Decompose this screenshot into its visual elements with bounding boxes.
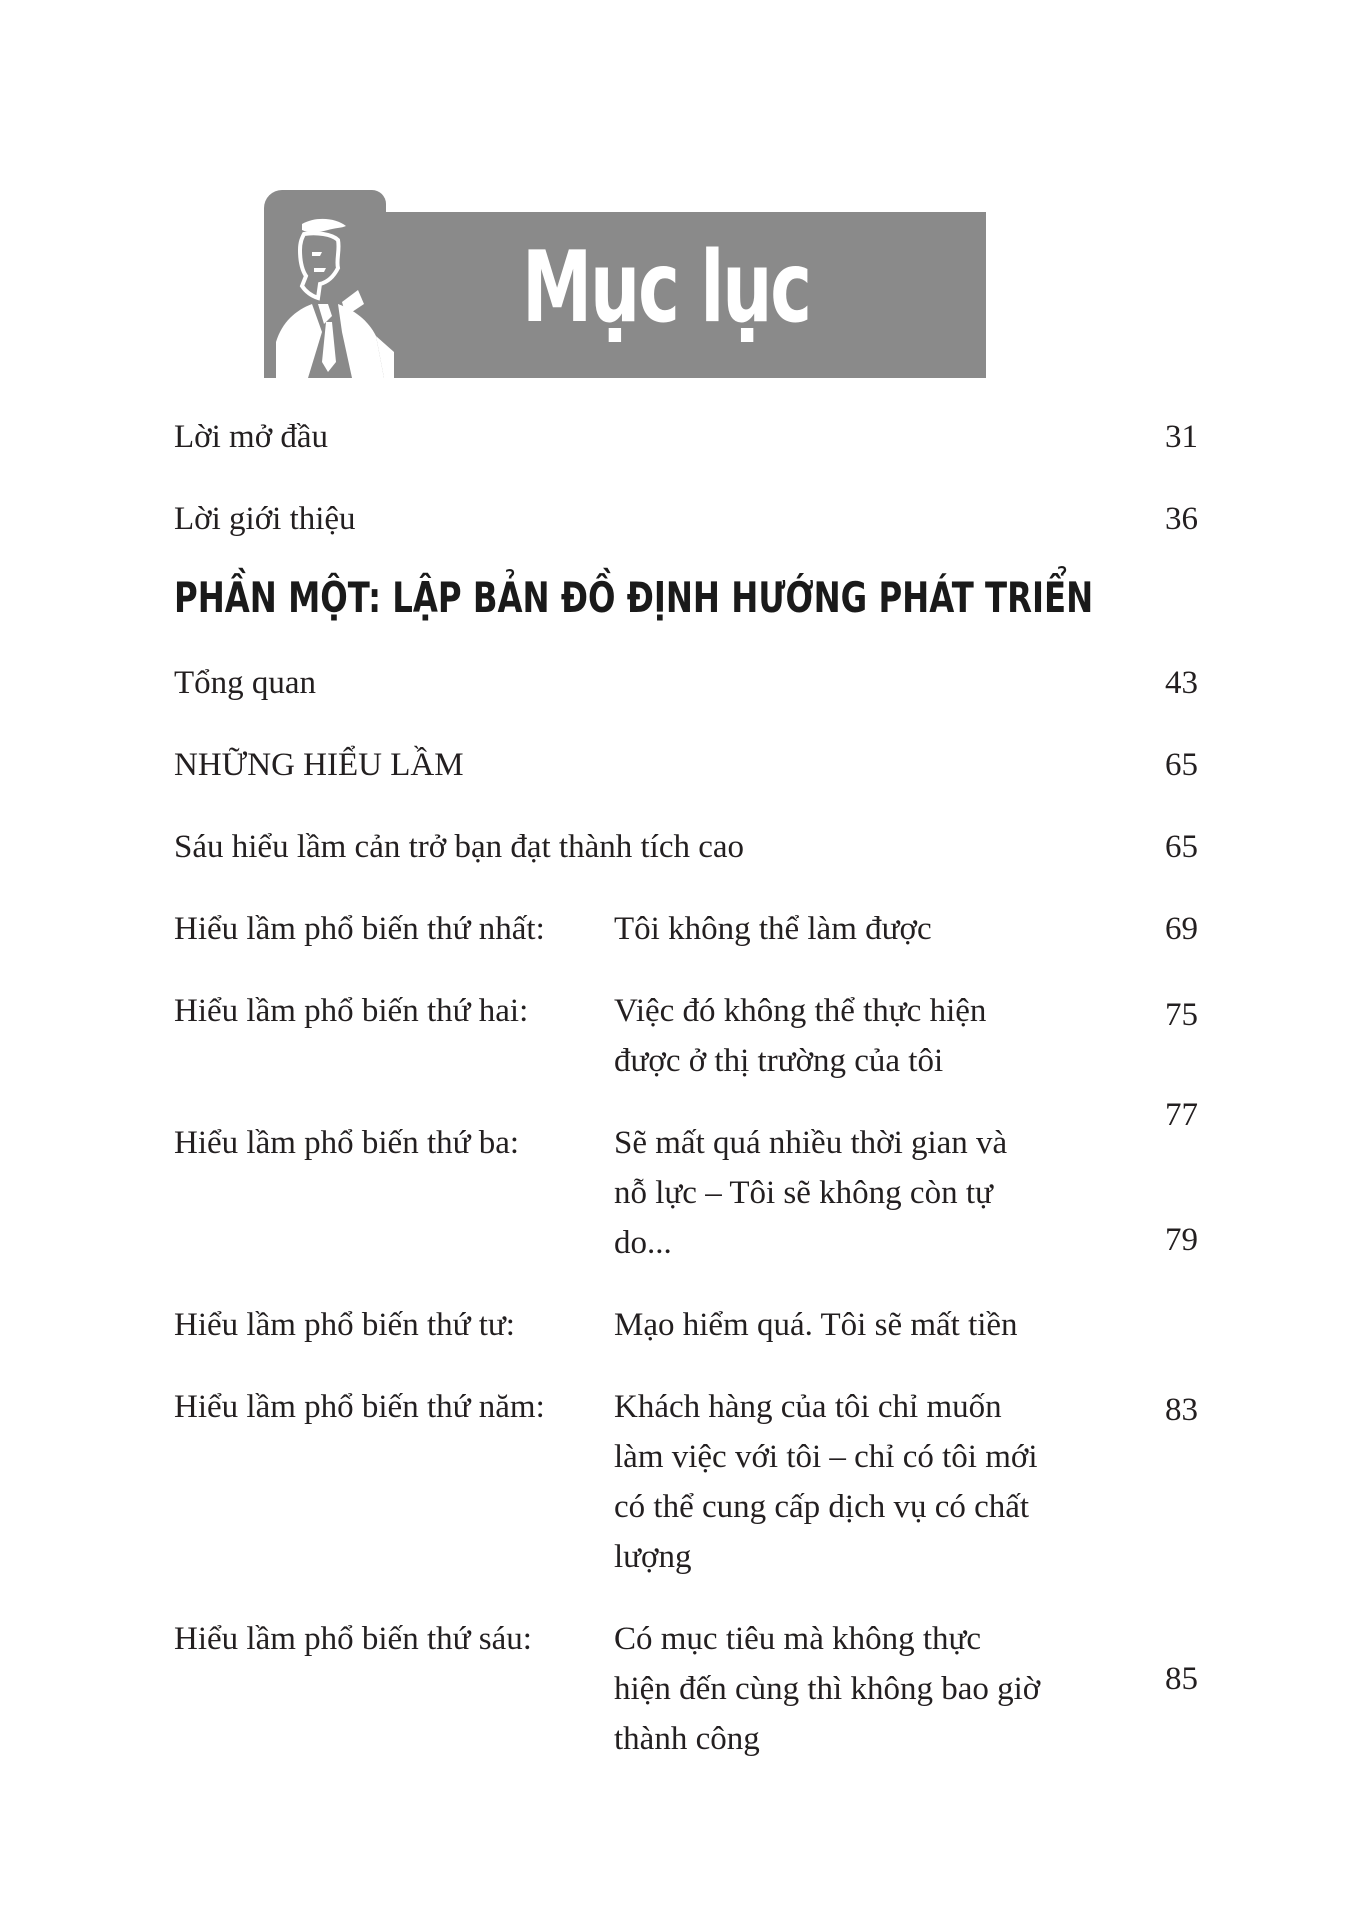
myth-description: Có mục tiêu mà không thực [614,1621,982,1657]
myth-description: Tôi không thể làm được [614,911,932,947]
myth-label: Hiểu lầm phổ biến thứ nhất: [174,911,545,947]
toc-page-number: 79 [1165,1222,1198,1258]
toc-page-number: 75 [1165,997,1198,1033]
toc-page-number: 69 [1165,911,1198,947]
myth-label: Hiểu lầm phổ biến thứ hai: [174,993,529,1029]
chapter-header [264,190,986,390]
myth-description: Việc đó không thể thực hiện [614,993,987,1029]
myth-label: Hiểu lầm phổ biến thứ năm: [174,1389,545,1425]
section-heading: PHẦN MỘT: LẬP BẢN ĐỒ ĐỊNH HƯỚNG PHÁT TRIỂN [174,573,1094,622]
myth-description: có thể cung cấp dịch vụ có chất [614,1489,1030,1525]
myth-description: do... [614,1225,672,1261]
myth-description: thành công [614,1721,760,1757]
myth-label: Hiểu lầm phổ biến thứ tư: [174,1307,515,1343]
toc-page-number: 43 [1165,665,1198,701]
toc-entry-title: Lời giới thiệu [174,501,356,537]
toc-page-number: 65 [1165,747,1198,783]
myth-label: Hiểu lầm phổ biến thứ ba: [174,1125,520,1161]
toc-entry-title: Sáu hiểu lầm cản trở bạn đạt thành tích cao [174,829,745,865]
myth-description: Khách hàng của tôi chỉ muốn [614,1389,1002,1425]
myth-description: lượng [614,1539,692,1575]
toc-page-number: 65 [1165,829,1198,865]
myth-description: làm việc với tôi – chỉ có tôi mới [614,1439,1038,1475]
toc-page-number: 36 [1165,501,1198,537]
myth-description: hiện đến cùng thì không bao giờ [614,1671,1041,1707]
myth-description: được ở thị trường của tôi [614,1043,944,1079]
toc-page-number: 31 [1165,419,1198,455]
toc-entry-title: Tổng quan [174,665,317,701]
myth-description: Mạo hiểm quá. Tôi sẽ mất tiền [614,1307,1018,1343]
myth-label: Hiểu lầm phổ biến thứ sáu: [174,1621,532,1657]
toc-page-number: 83 [1165,1392,1198,1428]
toc-entry-title: Lời mở đầu [174,419,329,455]
page-title: Mục lục [522,231,810,345]
businessman-figure-icon [272,212,402,378]
myth-description: Sẽ mất quá nhiều thời gian và [614,1125,1008,1161]
myth-description: nỗ lực – Tôi sẽ không còn tự [614,1175,993,1211]
toc-entry-title: NHỮNG HIỂU LẦM [174,747,464,783]
toc-page-number: 85 [1165,1661,1198,1697]
toc-page-number: 77 [1165,1097,1198,1133]
